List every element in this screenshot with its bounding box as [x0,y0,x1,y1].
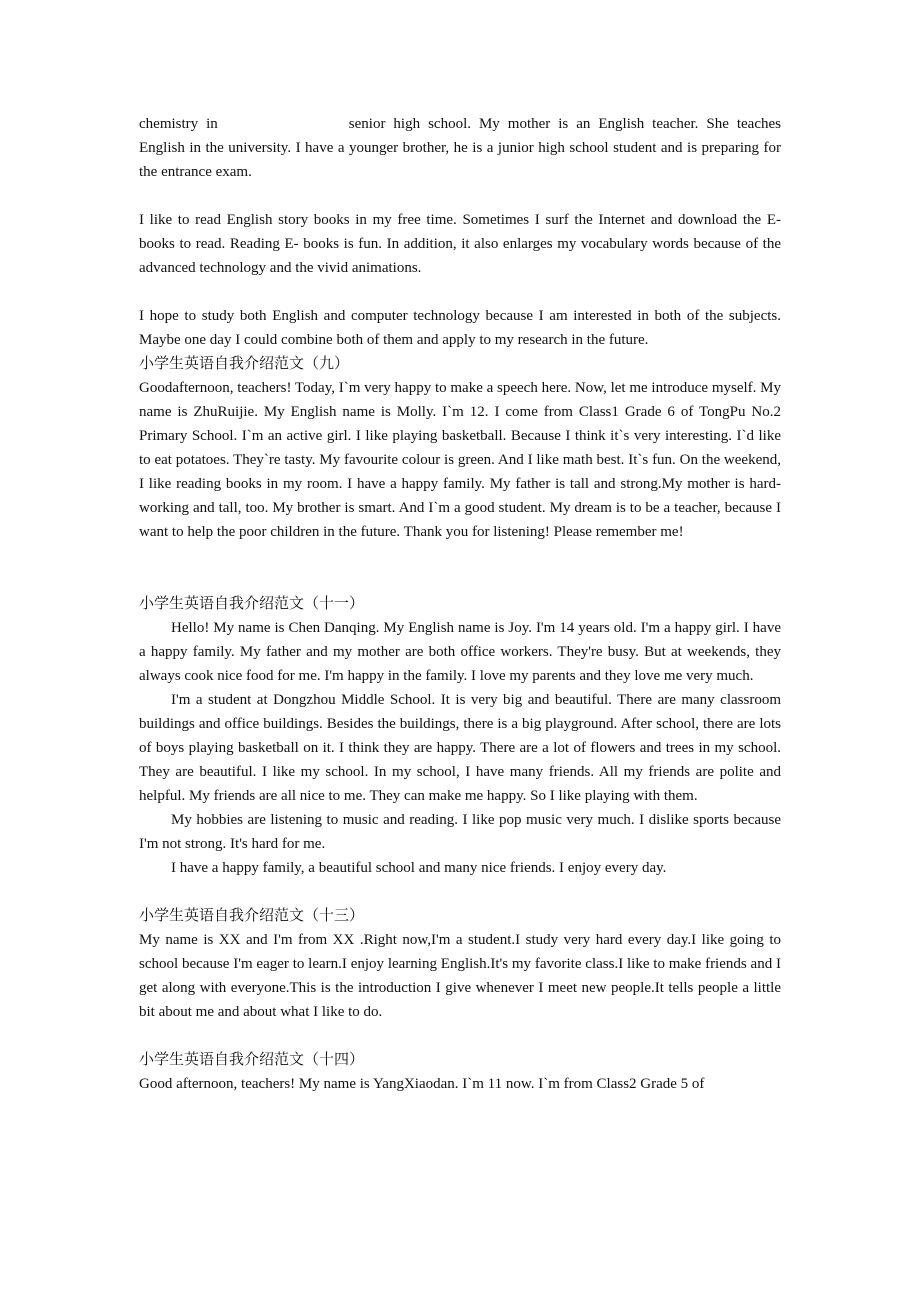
section-11-paragraph-3: My hobbies are listening to music and reading. I like pop music very much. I dislike sports because I'm not strong. It's hard for me. [139,812,781,852]
spacer [139,544,781,592]
section-11-heading: 小学生英语自我介绍范文（十一） [139,596,365,612]
section-13-heading: 小学生英语自我介绍范文（十三） [139,908,365,924]
intro-paragraph-1 [139,112,781,184]
section-14-heading: 小学生英语自我介绍范文（十四） [139,1052,365,1068]
section-13-paragraph-1: My name is XX and I'm from XX .Right now,I'm a student.I study very hard every day.I like going to school because I'm eager to learn.I enjoy learning English.It's my favorite class.I like to make friends and I get along with everyone.This is the introduction I give whenever I meet new people.It tells people a little bit about me and about what I like to do. [139,932,781,1020]
intro-paragraph-3: I hope to study both English and computer technology because I am interested in both of the subjects. Maybe one day I could combine both of them and apply to my research in the future. [139,308,781,348]
section-11-paragraph-1: Hello! My name is Chen Danqing. My English name is Joy. I'm 14 years old. I'm a happy girl. I have a happy family. My father and my mother are both office workers. They're busy. But at weekends, they always cook nice food for me. I'm happy in the family. I love my parents and they love me very much. [139,620,781,684]
intro-paragraph-2: I like to read English story books in my free time. Sometimes I surf the Internet and download the E- books to read. Reading E- books is fun. In addition, it also enlarges my vocabulary words because of the advanced technology and the vivid animations. [139,212,781,276]
section-9-heading: 小学生英语自我介绍范文（九） [139,356,350,372]
section-11-paragraph-2: I'm a student at Dongzhou Middle School. It is very big and beautiful. There are many classroom buildings and office buildings. Besides the buildings, there is a big playground. After school, there are lots of boys playing basketball on it. I think they are happy. There are a lot of flowers and trees in my school. They are beautiful. I like my school. In my school, I have many friends. All my friends are polite and helpful. My friends are all nice to me. They can make me happy. So I like playing with them. [139,692,781,804]
spacer [139,184,781,208]
section-11-paragraph-4: I have a happy family, a beautiful school and many nice friends. I enjoy every day. [171,860,667,876]
spacer [139,880,781,904]
spacer [139,280,781,304]
intro-paragraph-1-rest: senior high school. My mother is an English teacher. She teaches English in the university. I have a younger brother, he is a junior high school student and is preparing for the entrance exam. [139,116,781,180]
intro-first-word: chemistry in [139,116,218,132]
spacer [139,1024,781,1048]
section-14-paragraph-1: Good afternoon, teachers! My name is YangXiaodan. I`m 11 now. I`m from Class2 Grade 5 of [139,1076,705,1092]
document-page [139,112,781,1096]
section-9-paragraph-1: Goodafternoon, teachers! Today, I`m very happy to make a speech here. Now, let me introduce myself. My name is ZhuRuijie. My English name is Molly. I`m 12. I come from Class1 Grade 6 of TongPu No.2 Primary School. I`m an active girl. I like playing basketball. Because I think it`s very interesting. I`d like to eat potatoes. They`re tasty. My favourite colour is green. And I like math best. It`s fun. On the weekend, I like reading books in my room. I have a happy family. My father is tall and strong.My mother is hard-working and tall, too. My brother is smart. And I`m a good student. My dream is to be a teacher, because I want to help the poor children in the future. Thank you for listening! Please remember me! [139,380,781,540]
